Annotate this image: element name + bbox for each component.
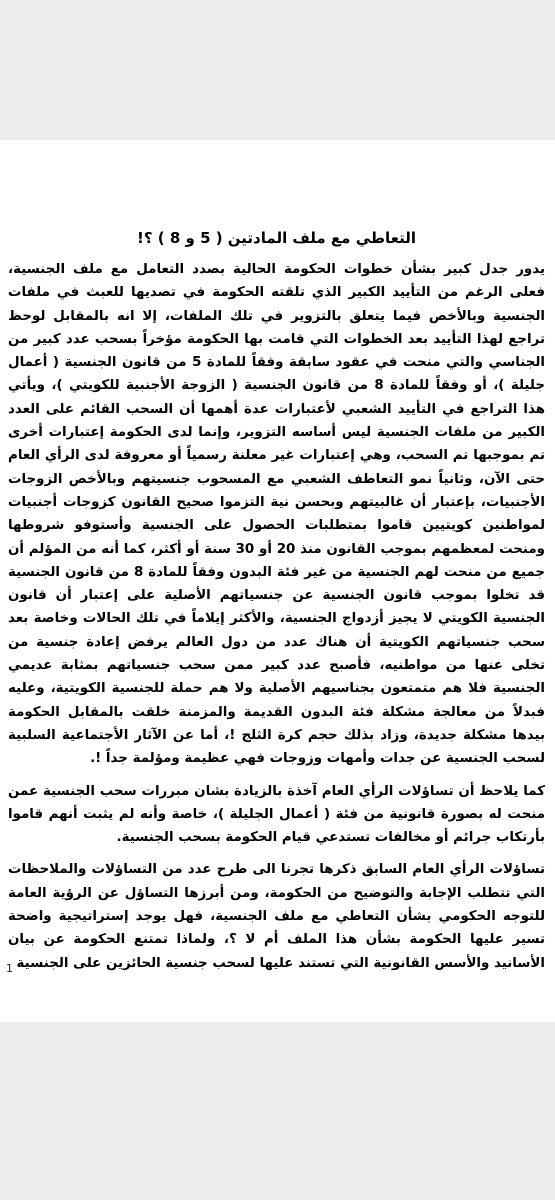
document-page [0, 140, 555, 1022]
paragraph-1: يدور جدل كبير بشأن خطوات الحكومة الحالية بصدد التعامل مع ملف الجنسية، فعلى الرغم من التأييد الكبير الذي تلقته الحكومة في تصديها للعبث في ملفات الجنسية وبالأخص فيما يتعلق بالتزوير في تلك الملفات، إلا انه بالمقابل لوحظ تراجع لهذا التأييد بعد الخطوات التي قامت بها الحكومة مؤخراً بسحب عدد كبير من الجناسي والتي منحت في عقود سابقة وفقاً للمادة 5 من قانون الجنسية ( أعمال جليلة )، أو وفقاً للمادة 8 من قانون الجنسية ( الزوجة الأجنبية للكويتي )، ويأتي هذا التراجع في التأييد الشعبي لأعتبارات عدة أهمها أن السحب القائم على العدد الكبير من ملفات الجنسية ليس أساسه التزوير، وإنما لدى الحكومة إعتبارات أخرى تم بموجبها تم السحب، وهي إعتبارات غير معلنة رسمياً أو معروفة لدى الرأي العام حتى الآن، وثانياً نمو التعاطف الشعبي مع المسحوب جنسيتهم وبالأخص الزوجات الأجنبيات، بإعتبار أن غالبيتهم وبحسن نية التزموا صحيح القانون كزوجات أجنبيات لمواطنين كويتيين قاموا بمتطلبات الحصول على الجنسية وأستوفو شروطها ومنحت لمعظمهم بموجب القانون منذ 20 أو 30 سنة أو أكثر، كما أنه من المؤلم أن جميع من منحت لهم الجنسية من غير فئة البدون وفقاً للمادة 8 من قانون الجنسية قد تخلوا بموجب قانون الجنسية عن جنسياتهم الأصلية على إعتبار أن قانون الجنسية الكويتي لا يجيز أزدواج الجنسية، والأكثر إيلاماً في تلك الحالات وخاصة بعد سحب جنسياتهم الكويتية أن هناك عدد من دول العالم يرفض إعادة جنسية من تخلى عنها من مواطنيه، فأصبح عدد كبير ممن سحب جنسياتهم بمثابة عديمي الجنسية فلا هم متمتعون بجناسيهم الأصلية ولا هم حملة للجنسية الكويتية، وعليه فبدلاً من معالجة مشكلة فئة البدون القديمة والمزمنة خلقت بالمقابل الحكومة بيدها مشكلة جديدة، وزاد بذلك حجم كرة الثلج !، أما عن الآثار الأجتماعية السلبية لسحب الجنسية عن جدات وأمهات وزوجات فهي عظيمة ومؤلمة جداً !. [8, 262, 545, 767]
paragraph-2: كما يلاحظ أن تساؤلات الرأي العام آخذة بالزيادة بشان مبررات سحب الجنسية عمن منحت له بصورة قانونية من فئة ( أعمال الجليلة )، خاصة وأنه لم يثبت أنهم قاموا بأرتكاب جرائم أو مخالفات تستدعي قيام الحكومة بسحب الجنسية. [8, 783, 545, 846]
document-title: التعاطي مع ملف المادتين ( 5 و 8 ) ؟! [137, 229, 416, 247]
page-number: 1 [6, 962, 13, 975]
document-body [8, 226, 545, 984]
paragraph-3: تساؤلات الرأي العام السابق ذكرها تجرنا الى طرح عدد من التساؤلات والملاحظات التي تتطلب الإجابة والتوضيح من الحكومة، ومن أبرزها التساؤل عن الرؤية العامة للتوجه الحكومي بشأن التعاطي مع ملف الجنسية، فهل يوجد إستراتيجية واضحة تسير عليها الحكومة بشأن هذا الملف أم لا ؟، ولماذا تمتنع الحكومة عن بيان الأسانيد والأسس القانونية التي تستند عليها لسحب جنسية الحائزين على الجنسية [8, 862, 545, 971]
